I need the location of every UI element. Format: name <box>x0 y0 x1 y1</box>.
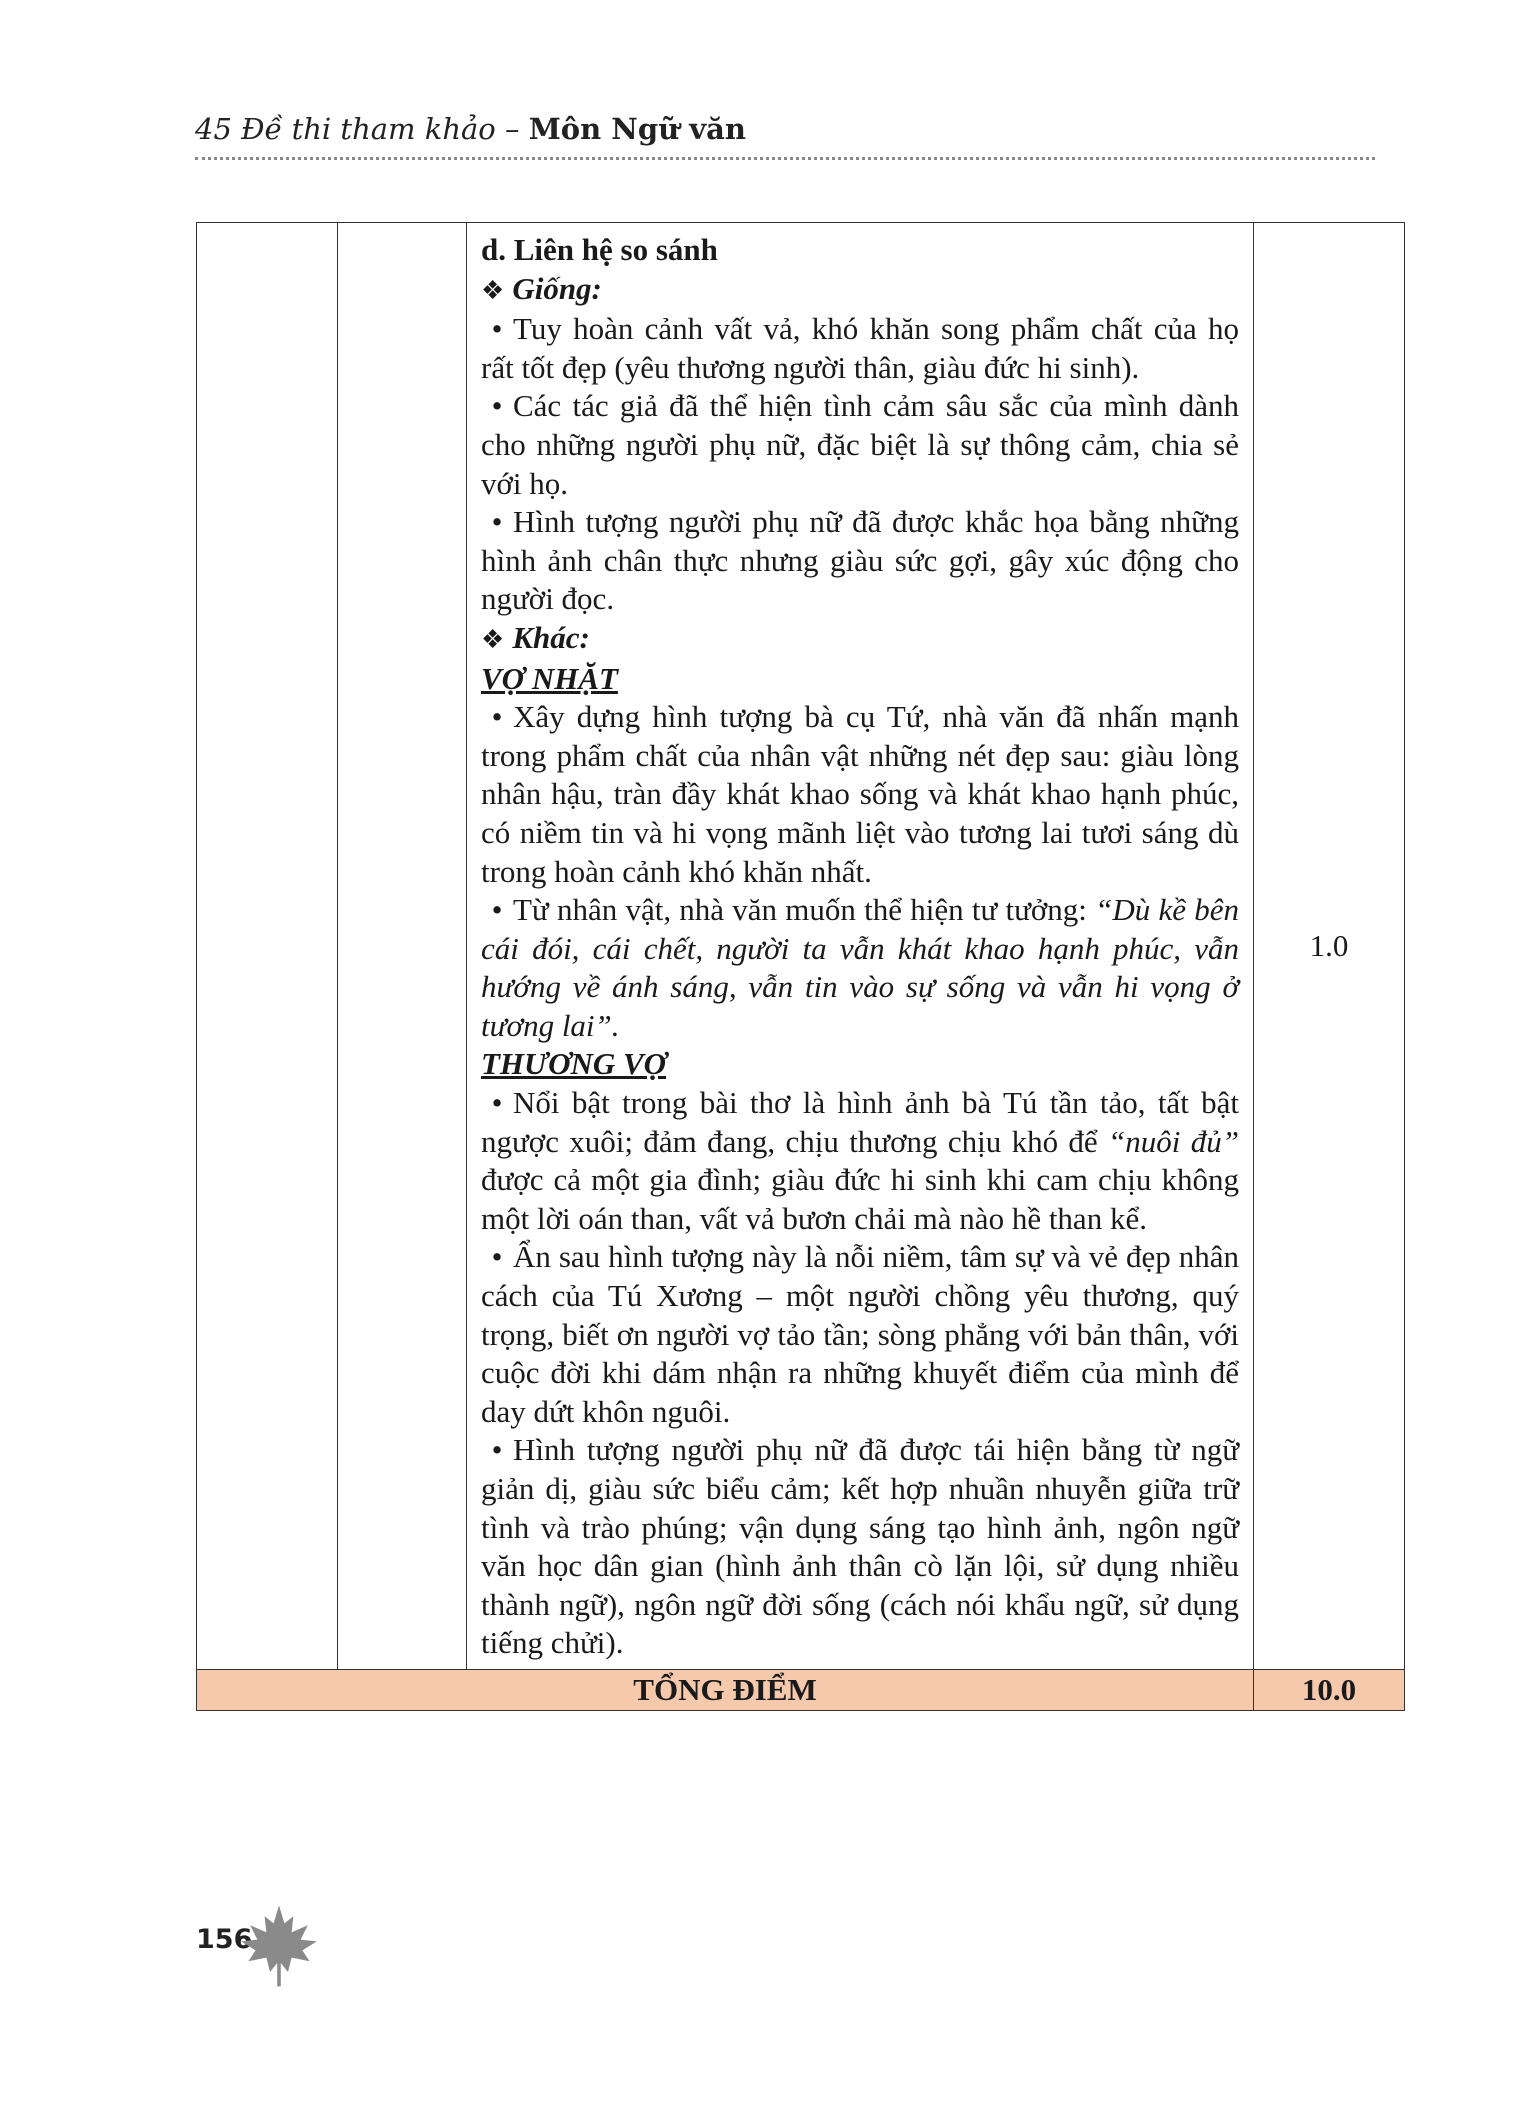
header-subject: Môn Ngữ văn <box>528 112 747 146</box>
total-row <box>197 1669 1405 1710</box>
list-item: • Ẩn sau hình tượng này là nỗi niềm, tâm sự và vẻ đẹp nhân cách của Tú Xương – một người chồng yêu thương, quý trọng, biết ơn người vợ tảo tần; sòng phẳng với bản thân, với cuộc đời khi dám nhận ra những khuyết điểm của mình để day dứt khôn nguôi. <box>481 1239 1239 1429</box>
diamond-bullet-icon: ❖ <box>481 624 505 654</box>
header-divider <box>195 157 1375 160</box>
page-header <box>195 112 746 146</box>
bullet-icon: • <box>491 311 503 347</box>
bullet-icon: • <box>491 504 503 540</box>
page-number: 156 <box>196 1924 253 1955</box>
similarity-label: Giống: <box>512 270 602 306</box>
question-cell <box>197 223 338 1670</box>
work-title-vo-nhat: VỢ NHẶT <box>481 660 618 696</box>
list-item: • Từ nhân vật, nhà văn muốn thể hiện tư tưởng: “Dù kề bên cái đói, cái chết, người ta vẫn khát khao hạnh phúc, vẫn hướng về ánh sáng, vẫn tin vào sự sống và vẫn hi vọng ở tương lai”. <box>481 892 1239 1043</box>
maple-leaf-icon <box>234 1900 324 1990</box>
table-row <box>197 223 1405 1670</box>
quote-text: “Dù kề bên cái đói, cái chết, người ta vẫn khát khao hạnh phúc, vẫn hướng về ánh sáng, vẫn tin vào sự sống và vẫn hi vọng ở tương lai”. <box>481 892 1239 1043</box>
diamond-bullet-icon: ❖ <box>481 275 505 305</box>
content-cell <box>467 223 1254 1670</box>
score-cell: 1.0 <box>1254 223 1405 1670</box>
bullet-icon: • <box>491 1239 503 1275</box>
header-series: 45 Đề thi tham khảo – <box>195 112 529 146</box>
bullet-icon: • <box>491 892 503 928</box>
list-item: • Tuy hoàn cảnh vất vả, khó khăn song phẩm chất của họ rất tốt đẹp (yêu thương người thân, giàu đức hi sinh). <box>481 311 1239 385</box>
list-item: • Hình tượng người phụ nữ đã được tái hiện bằng từ ngữ giản dị, giàu sức biểu cảm; kết hợp nhuần nhuyễn giữa trữ tình và trào phúng; vận dụng sáng tạo hình ảnh, ngôn ngữ văn học dân gian (hình ảnh thân cò lặn lội, sử dụng nhiều thành ngữ), ngôn ngữ đời sống (cách nói khẩu ngữ, sử dụng tiếng chửi). <box>481 1432 1239 1661</box>
list-item: • Xây dựng hình tượng bà cụ Tứ, nhà văn đã nhấn mạnh trong phẩm chất của nhân vật những nét đẹp sau: giàu lòng nhân hậu, tràn đầy khát khao sống và khát khao hạnh phúc, có niềm tin và hi vọng mãnh liệt vào tương lai tươi sáng dù trong hoàn cảnh khó khăn nhất. <box>481 699 1239 889</box>
list-item: • Hình tượng người phụ nữ đã được khắc họa bằng những hình ảnh chân thực nhưng giàu sức gợi, gây xúc động cho người đọc. <box>481 504 1239 617</box>
section-heading: d. Liên hệ so sánh <box>481 232 718 267</box>
list-item: • Nổi bật trong bài thơ là hình ảnh bà Tú tần tảo, tất bật ngược xuôi; đảm đang, chịu thương chịu khó để “nuôi đủ” được cả một gia đình; giàu đức hi sinh khi cam chịu không một lời oán than, vất vả bươn chải mà nào hề than kể. <box>481 1085 1239 1236</box>
difference-label: Khác: <box>512 619 590 655</box>
bullet-icon: • <box>491 1432 503 1468</box>
bullet-icon: • <box>491 388 503 424</box>
work-title-thuong-vo: THƯƠNG VỢ <box>481 1046 667 1082</box>
part-cell <box>338 223 467 1670</box>
list-item: • Các tác giả đã thể hiện tình cảm sâu sắc của mình dành cho những người phụ nữ, đặc biệt là sự thông cảm, chia sẻ với họ. <box>481 388 1239 501</box>
quote-text: “nuôi đủ” <box>1108 1123 1239 1159</box>
total-label: TỔNG ĐIỂM <box>197 1669 1254 1710</box>
grading-table <box>196 222 1405 1711</box>
total-score: 10.0 <box>1254 1669 1405 1710</box>
bullet-icon: • <box>491 1085 503 1121</box>
bullet-icon: • <box>491 699 503 735</box>
